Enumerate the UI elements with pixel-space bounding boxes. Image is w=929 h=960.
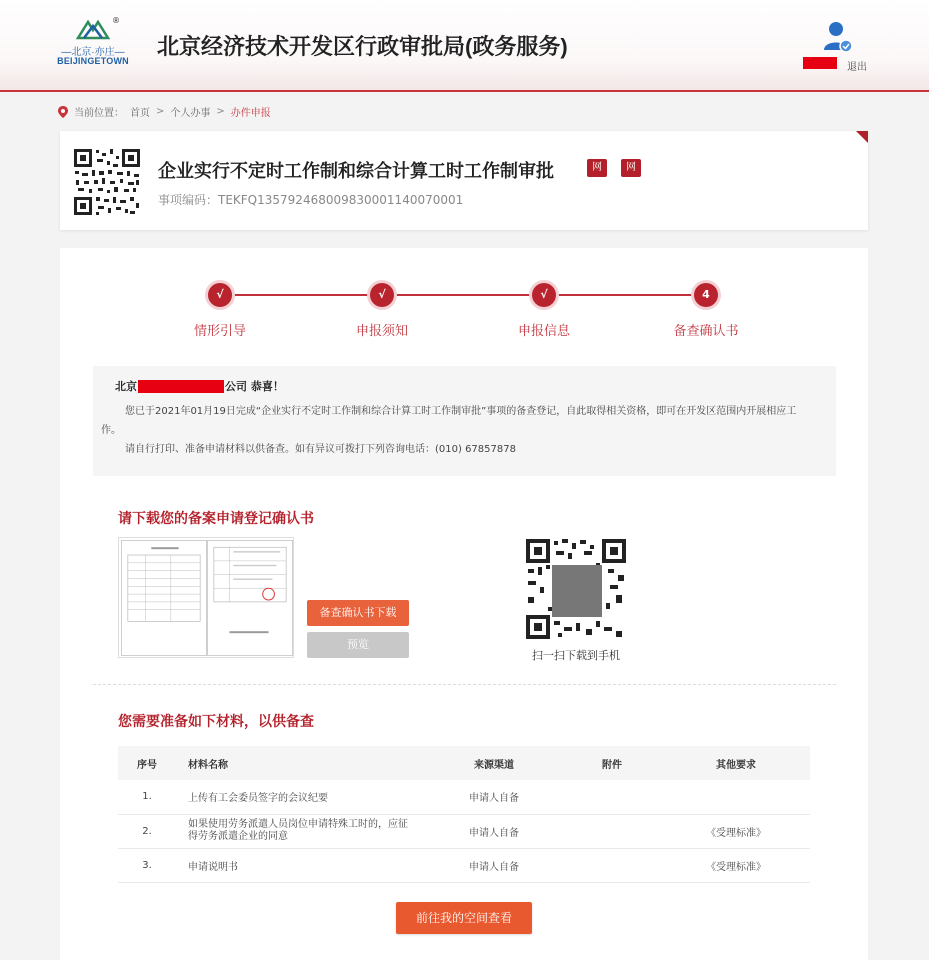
material-name: 如果使用劳务派遣人员岗位申请特殊工时的，应征得劳务派遣企业的同意 [176,814,426,848]
breadcrumb-home[interactable]: 首页 [130,108,150,119]
table-row [118,814,810,848]
step-label: 备查确认书 [673,324,739,339]
table-row [118,780,810,814]
progress-line [220,294,705,296]
table-row [118,848,810,882]
breadcrumb-label: 当前位置： [74,108,124,119]
preview-button[interactable]: 预览 [307,632,409,658]
material-source: 申请人自备 [426,848,562,882]
row-number: 1. [118,780,176,814]
material-name: 上传有工会委员签字的会议纪要 [176,780,426,814]
step-3-check-icon: √ [532,283,556,307]
material-name: 申请说明书 [176,848,426,882]
material-requirement-link[interactable] [662,780,810,814]
row-number: 2. [118,814,176,848]
download-section-title: 请下载您的备案申请登记确认书 [118,510,314,526]
qr-caption: 扫一扫下载到手机 [532,649,620,662]
company-name-redacted [138,380,224,393]
breadcrumb-current: 办件申报 [230,108,271,119]
logo-english-text: BEIJINGETOWN [57,56,129,66]
doc-page-preview [121,540,207,656]
confirmation-doc-thumbnail[interactable] [118,537,294,658]
col-header-number: 序号 [118,746,176,780]
breadcrumb [58,104,271,119]
material-attachment [562,814,662,848]
step-label: 情形引导 [193,324,246,339]
section-divider [93,684,836,685]
step-label: 申报信息 [517,324,570,339]
col-header-source: 来源渠道 [426,746,562,780]
item-title: 企业实行不定时工作制和综合计算工时工作制审批 [158,161,554,181]
site-header [0,0,929,92]
step-4-number: 4 [694,283,718,307]
download-confirmation-button[interactable]: 备查确认书下载 [307,600,409,626]
step-label: 申报须知 [355,324,408,339]
breadcrumb-separator: > [216,106,225,117]
material-source: 申请人自备 [426,780,562,814]
main-content-card [60,248,868,960]
materials-section-title: 您需要准备如下材料，以供备查 [118,713,314,729]
row-number: 3. [118,848,176,882]
logo-registered-mark: ® [112,16,120,25]
item-qr-code [72,147,142,217]
site-title: 北京经济技术开发区行政审批局(政务服务) [157,34,568,59]
doc-page-preview [207,540,293,656]
congrats-text: 公司 恭喜！ [225,380,284,393]
item-code: 事项编码：TEKFQ135792468009830001140070001 [158,193,464,207]
material-attachment [562,848,662,882]
breadcrumb-personal[interactable]: 个人办事 [170,108,211,119]
material-source: 申请人自备 [426,814,562,848]
notice-paragraph: 您已于2021年01月19日完成“企业实行不定时工作制和综合计算工时工作制审批”事项的备查登记，自此取得相关资格，即可在开发区范围内开展相应工作。 [101,406,797,436]
materials-table [118,746,810,883]
company-prefix: 北京 [115,380,137,393]
material-attachment [562,780,662,814]
step-2-check-icon: √ [370,283,394,307]
user-name-redacted[interactable] [803,57,837,69]
item-header-card [60,131,868,230]
material-requirement-link[interactable]: 《受理标准》 [662,814,810,848]
site-logo[interactable] [52,18,134,70]
logo-mark-icon [76,18,110,40]
notice-heading [115,378,816,394]
col-header-attachment: 附件 [562,746,662,780]
col-header-name: 材料名称 [176,746,426,780]
step-1-check-icon: √ [208,283,232,307]
user-avatar-icon[interactable] [822,20,854,54]
corner-ribbon [856,131,868,143]
online-badge: 网 [587,159,607,177]
logo-chinese-text: —北京·亦庄— [61,47,125,58]
col-header-requirements: 其他要求 [662,746,810,780]
logout-link[interactable]: 退出 [847,62,867,73]
online-badge: 网 [621,159,641,177]
location-pin-icon [58,106,68,118]
go-to-my-space-button[interactable]: 前往我的空间查看 [396,902,532,934]
notice-paragraph: 请自行打印、准备申请材料以供备查。如有异议可拨打下列咨询电话：(010) 67857878 [125,444,516,455]
success-notice [93,366,836,476]
material-requirement-link[interactable]: 《受理标准》 [662,848,810,882]
download-qr-code [524,537,628,641]
breadcrumb-separator: > [156,106,165,117]
table-header-row [118,746,810,780]
